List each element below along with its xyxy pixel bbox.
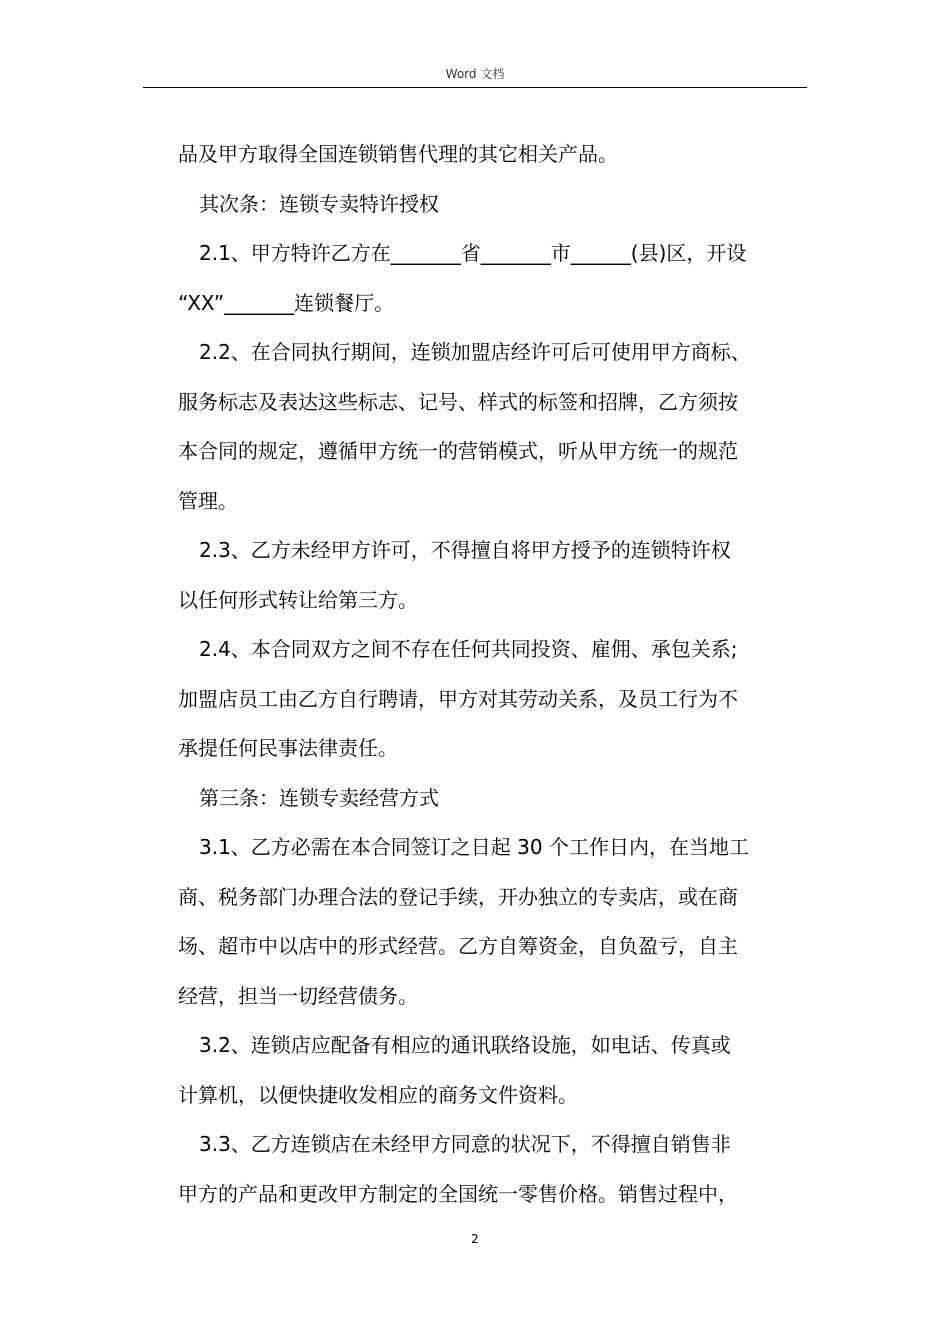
clause-2-4: 2.4、本合同双方之间不存在任何共同投资、雇佣、承包关系;	[199, 637, 738, 661]
page-number: 2	[471, 1232, 479, 1246]
clause-3-3: 3.3、乙方连锁店在未经甲方同意的状况下，不得擅自销售非	[199, 1132, 731, 1156]
body-line: 商、税务部门办理合法的登记手续，开办独立的专卖店，或在商	[178, 884, 738, 909]
clause-2-1: 2.1、甲方特许乙方在_______省_______市______(县)区，开设	[199, 241, 747, 265]
body-line: “XX”_______连锁餐厅。	[178, 290, 395, 315]
body-line: 本合同的规定，遵循甲方统一的营销模式，听从甲方统一的规范	[178, 439, 738, 463]
body-line: 场、超市中以店中的形式经营。乙方自筹资金，自负盈亏，自主	[178, 934, 738, 958]
body-line: 以任何形式转让给第三方。	[178, 587, 418, 612]
clause-3-1: 3.1、乙方必需在本合同签订之日起 30 个工作日内，在当地工	[199, 835, 749, 859]
clause-2-2: 2.2、在合同执行期间，连锁加盟店经许可后可使用甲方商标、	[199, 340, 751, 364]
body-line: 计算机，以便快捷收发相应的商务文件资料。	[178, 1082, 578, 1107]
header-rule	[143, 87, 807, 88]
clause-3-2: 3.2、连锁店应配备有相应的通讯联络设施，如电话、传真或	[199, 1033, 731, 1057]
body-line: 承提任何民事法律责任。	[178, 736, 398, 760]
document-body	[178, 130, 803, 1219]
body-line: 服务标志及表达这些标志、记号、样式的标签和招牌，乙方须按	[178, 389, 738, 414]
clause-2-3: 2.3、乙方未经甲方许可，不得擅自将甲方授予的连锁特许权	[199, 538, 731, 562]
page-header: Word 文档	[445, 67, 505, 81]
body-line: 甲方的产品和更改甲方制定的全国统一零售价格。销售过程中，	[178, 1181, 738, 1206]
body-line: 经营，担当一切经营债务。	[178, 983, 418, 1008]
section-heading: 第三条：连锁专卖经营方式	[199, 785, 439, 810]
body-line: 品及甲方取得全国连锁销售代理的其它相关产品。	[178, 142, 618, 166]
body-line: 管理。	[178, 488, 238, 513]
section-heading: 其次条：连锁专卖特许授权	[199, 191, 439, 216]
body-line: 加盟店员工由乙方自行聘请，甲方对其劳动关系，及员工行为不	[178, 686, 738, 711]
